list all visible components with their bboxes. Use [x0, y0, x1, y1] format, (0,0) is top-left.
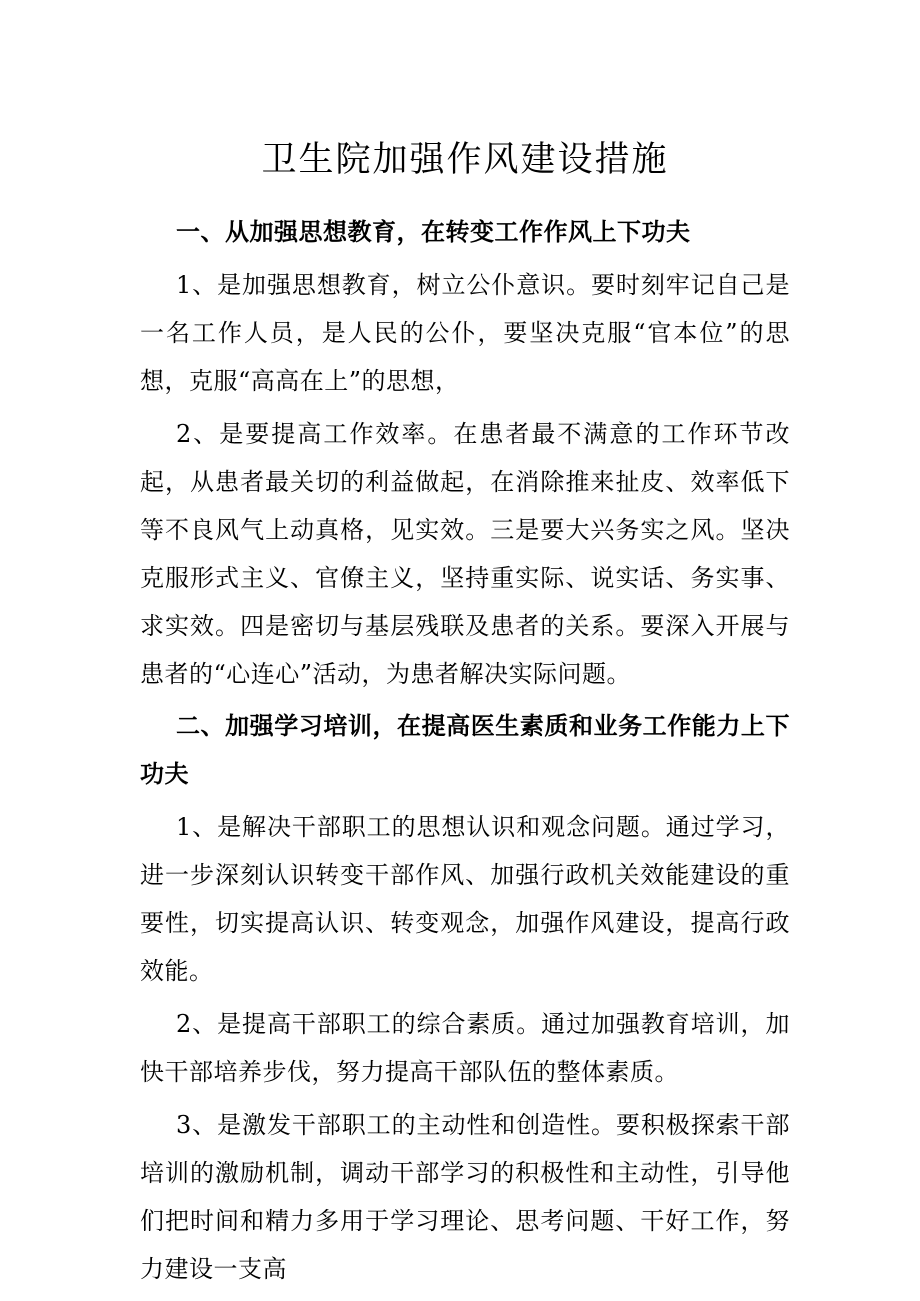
section-2-paragraph-1: 1、是解决干部职工的思想认识和观念问题。通过学习，进一步深刻认识转变干部作风、加强行政机关效能建设的重要性，切实提高认识、转变观念，加强作风建设，提高行政效能。 — [140, 813, 790, 985]
section-2-paragraph-3: 3、是激发干部职工的主动性和创造性。要积极探索干部培训的激励机制，调动干部学习的积极性和主动性，引导他们把时间和精力多用于学习理论、思考问题、干好工作，努力建设一支高 — [140, 1111, 790, 1283]
section-1-heading: 一、从加强思想教育，在转变工作作风上下功夫 — [176, 219, 691, 246]
section-thought-education — [140, 209, 790, 698]
section-1-paragraph-2: 2、是要提高工作效率。在患者最不满意的工作环节改起，从患者最关切的利益做起，在消除推来扯皮、效率低下等不良风气上动真格，见实效。三是要大兴务实之风。坚决克服形式主义、官僚主义，坚持重实际、说实话、务实事、求实效。四是密切与基层残联及患者的关系。要深入开展与患者的“心连心”活动，为患者解决实际问题。 — [140, 420, 790, 688]
section-2-paragraph-2: 2、是提高干部职工的综合素质。通过加强教育培训，加快干部培养步伐，努力提高干部队伍的整体素质。 — [140, 1010, 790, 1086]
section-study-training — [140, 703, 790, 1293]
section-2-heading: 二、加强学习培训，在提高医生素质和业务工作能力上下功夫 — [140, 713, 790, 788]
document-title: 卫生院加强作风建设措施 — [261, 140, 669, 180]
section-1-paragraph-1: 1、是加强思想教育，树立公仆意识。要时刻牢记自己是一名工作人员，是人民的公仆，要坚决克服“官本位”的思想，克服“高高在上”的思想， — [140, 271, 790, 395]
